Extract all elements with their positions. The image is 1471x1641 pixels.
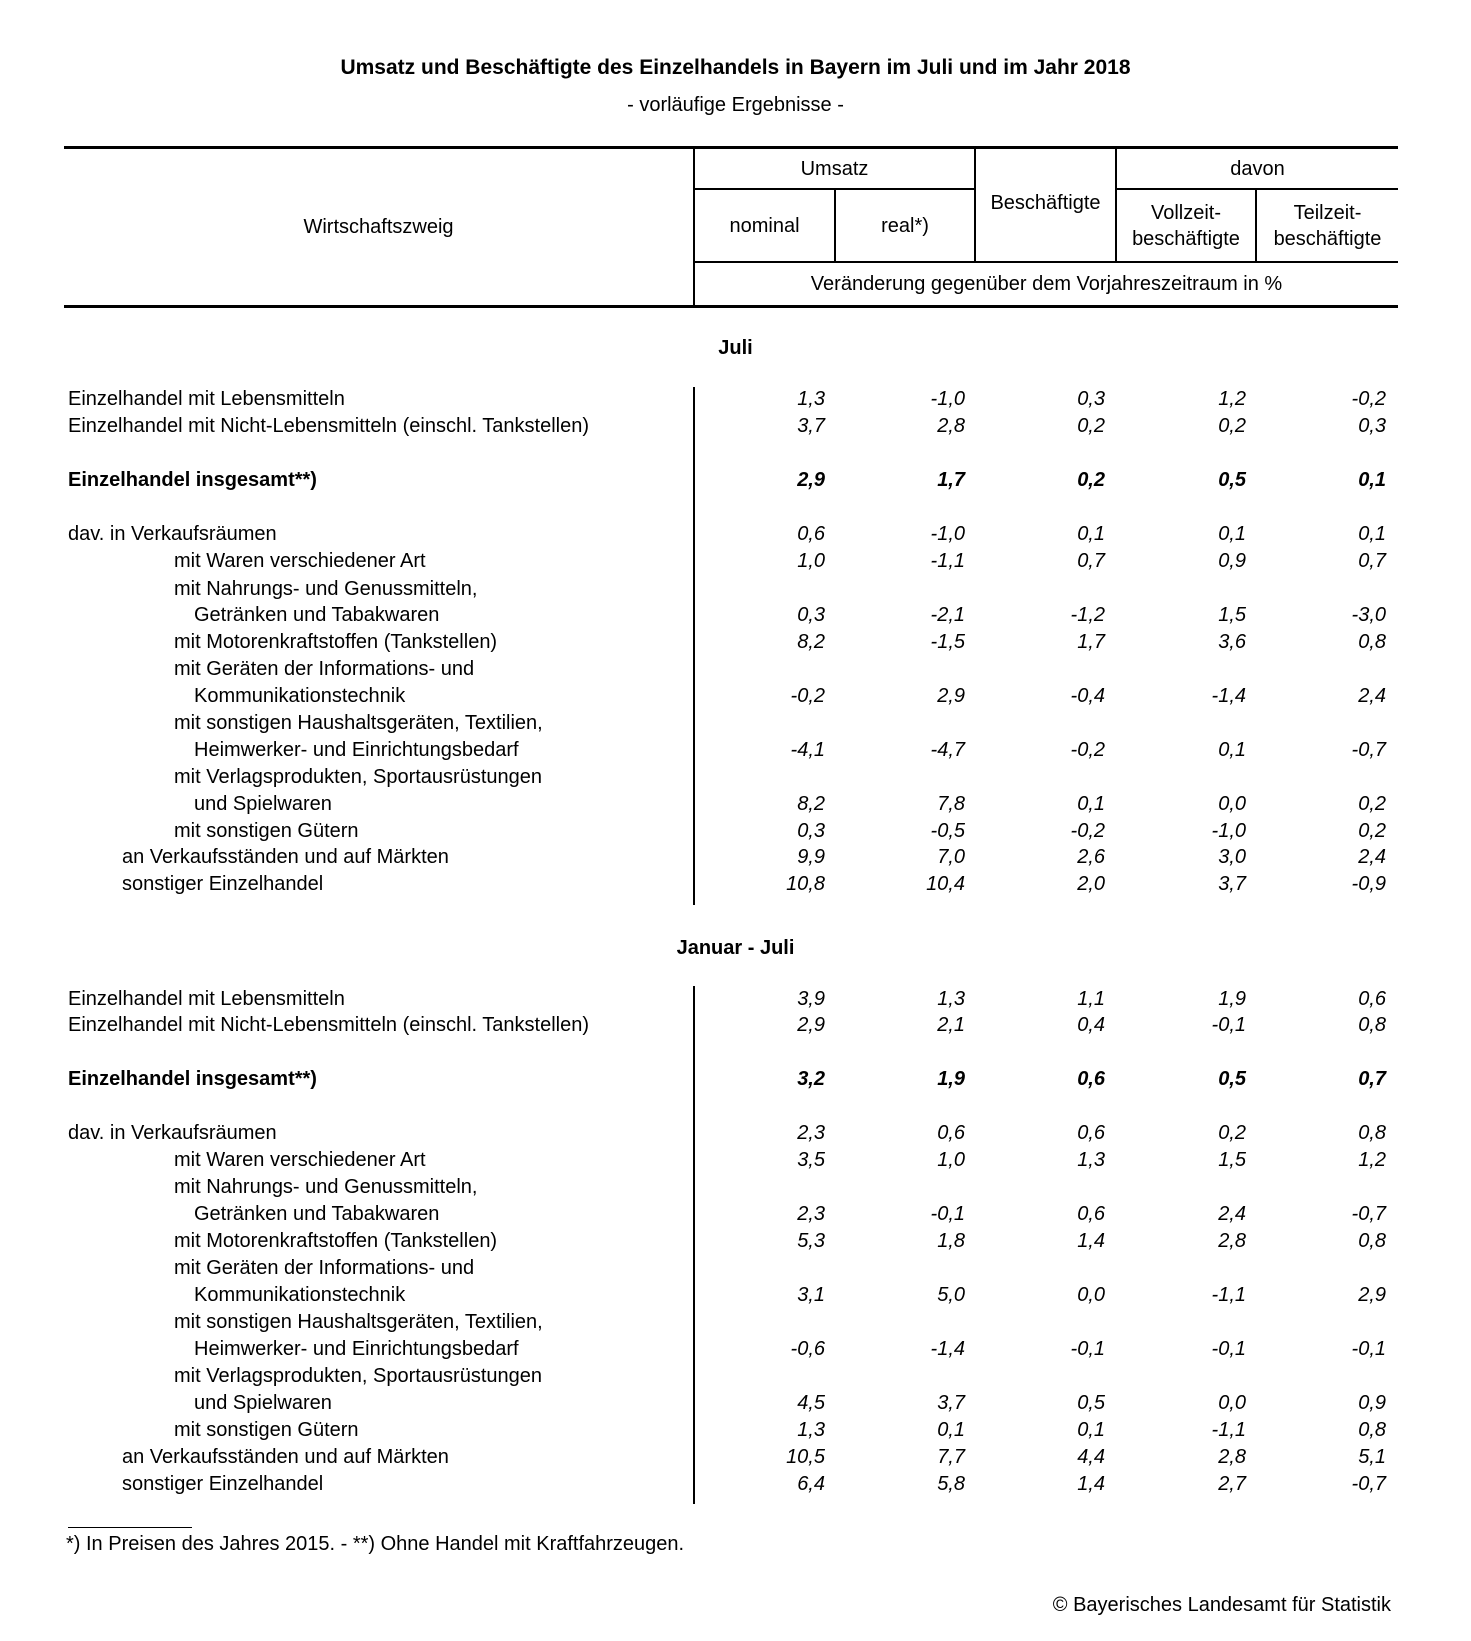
table-row	[0, 1311, 1471, 1338]
value-nominal: 3,2	[797, 1068, 825, 1090]
header-bottom-rule	[64, 305, 1398, 308]
section-title-januar-juli: Januar - Juli	[676, 937, 795, 959]
value-vollzeit: 1,5	[1218, 604, 1246, 626]
value-teilzeit: 0,3	[1358, 415, 1386, 437]
row-label: mit Waren verschiedener Art	[174, 1149, 426, 1171]
value-real: 0,1	[937, 1419, 965, 1441]
value-teilzeit: 0,7	[1358, 1068, 1386, 1090]
value-nominal: 10,5	[786, 1446, 825, 1468]
table-row	[0, 1068, 1471, 1095]
value-teilzeit: 0,1	[1358, 523, 1386, 545]
value-real: 2,9	[937, 685, 965, 707]
value-teilzeit: -0,2	[1351, 388, 1386, 410]
value-nominal: 3,1	[797, 1284, 825, 1306]
value-nominal: -0,6	[790, 1338, 825, 1360]
value-nominal: 2,3	[797, 1203, 825, 1225]
table-row	[0, 415, 1471, 442]
row-label: mit Verlagsprodukten, Sportausrüstungen	[174, 1365, 542, 1387]
section-title-juli: Juli	[718, 337, 753, 359]
header-real: real*)	[881, 214, 929, 237]
value-real: 7,0	[937, 846, 965, 868]
row-label: Einzelhandel mit Lebensmitteln	[68, 388, 345, 410]
row-label: Kommunikationstechnik	[194, 685, 406, 707]
value-beschaeftigte: 0,0	[1077, 1284, 1105, 1306]
table-row	[0, 658, 1471, 685]
value-vollzeit: 3,7	[1218, 873, 1246, 895]
value-real: -1,1	[930, 550, 965, 572]
value-real: 2,8	[937, 415, 965, 437]
value-nominal: 2,3	[797, 1122, 825, 1144]
table-row	[0, 1392, 1471, 1419]
row-label: mit sonstigen Haushaltsgeräten, Textilien,	[174, 1311, 543, 1333]
row-label: mit Geräten der Informations- und	[174, 658, 475, 680]
value-teilzeit: -0,1	[1351, 1338, 1386, 1360]
table-row	[0, 1176, 1471, 1203]
row-label: mit Waren verschiedener Art	[174, 550, 426, 572]
value-vollzeit: -0,1	[1211, 1014, 1246, 1036]
value-nominal: 2,9	[797, 1014, 825, 1036]
value-real: -0,5	[930, 820, 965, 842]
table-row	[0, 388, 1471, 415]
row-label: an Verkaufsständen und auf Märkten	[122, 1446, 449, 1468]
value-teilzeit: 2,4	[1358, 846, 1386, 868]
value-vollzeit: 0,2	[1218, 415, 1246, 437]
value-real: -0,1	[930, 1203, 965, 1225]
value-nominal: -0,2	[790, 685, 825, 707]
table-row	[0, 1203, 1471, 1230]
value-real: 5,0	[937, 1284, 965, 1306]
value-vollzeit: 0,5	[1218, 469, 1246, 491]
row-label: mit sonstigen Haushaltsgeräten, Textilien,	[174, 712, 543, 734]
value-beschaeftigte: 0,4	[1077, 1014, 1105, 1036]
value-nominal: 1,3	[797, 388, 825, 410]
value-real: 10,4	[926, 873, 965, 895]
value-teilzeit: 2,4	[1358, 685, 1386, 707]
row-label: Getränken und Tabakwaren	[194, 604, 440, 626]
value-beschaeftigte: -1,2	[1070, 604, 1105, 626]
header-beschaeftigte: Beschäftigte	[990, 192, 1101, 214]
value-nominal: 8,2	[797, 793, 825, 815]
value-beschaeftigte: 0,7	[1077, 550, 1105, 572]
value-nominal: 0,3	[797, 604, 825, 626]
table-row	[0, 1149, 1471, 1176]
value-vollzeit: 2,7	[1218, 1473, 1246, 1495]
value-vollzeit: 0,1	[1218, 523, 1246, 545]
table-row	[0, 1257, 1471, 1284]
value-real: 1,8	[937, 1230, 965, 1252]
header-vollzeitbeschaeftigte	[1117, 190, 1255, 261]
row-label: Einzelhandel mit Lebensmitteln	[68, 988, 345, 1010]
value-vollzeit: 1,9	[1218, 988, 1246, 1010]
value-beschaeftigte: 0,1	[1077, 523, 1105, 545]
value-beschaeftigte: 0,6	[1077, 1068, 1105, 1090]
header-veraenderung: Veränderung gegenüber dem Vorjahreszeitraum in %	[810, 273, 1283, 295]
value-teilzeit: 1,2	[1358, 1149, 1386, 1171]
value-nominal: 3,7	[797, 415, 825, 437]
table-row	[0, 578, 1471, 605]
value-teilzeit: 0,2	[1358, 793, 1386, 815]
value-vollzeit: -1,4	[1211, 685, 1246, 707]
table-row	[0, 685, 1471, 712]
value-nominal: 10,8	[786, 873, 825, 895]
value-beschaeftigte: 0,3	[1077, 388, 1105, 410]
value-real: 1,0	[937, 1149, 965, 1171]
value-nominal: 0,6	[797, 523, 825, 545]
table-row	[0, 1230, 1471, 1257]
row-label: sonstiger Einzelhandel	[122, 1473, 324, 1495]
row-label: Heimwerker- und Einrichtungsbedarf	[194, 1338, 519, 1360]
value-nominal: 1,3	[797, 1419, 825, 1441]
header-teilzeitbeschaeftigte	[1257, 190, 1398, 261]
value-vollzeit: 2,8	[1218, 1230, 1246, 1252]
value-teilzeit: 0,9	[1358, 1392, 1386, 1414]
value-beschaeftigte: 2,6	[1077, 846, 1105, 868]
row-label: und Spielwaren	[194, 793, 332, 815]
value-teilzeit: 0,6	[1358, 988, 1386, 1010]
value-teilzeit: 0,8	[1358, 1014, 1386, 1036]
header-umsatz: Umsatz	[800, 158, 869, 180]
table-row	[0, 873, 1471, 900]
table-row	[0, 1014, 1471, 1041]
header-vollzeit-line2: beschäftigte	[1132, 227, 1240, 250]
value-real: 7,7	[937, 1446, 965, 1468]
value-vollzeit: -1,1	[1211, 1419, 1246, 1441]
row-label: mit Motorenkraftstoffen (Tankstellen)	[174, 1230, 498, 1252]
value-teilzeit: 5,1	[1358, 1446, 1386, 1468]
value-nominal: 9,9	[797, 846, 825, 868]
value-nominal: 4,5	[797, 1392, 825, 1414]
value-real: 3,7	[937, 1392, 965, 1414]
value-real: -1,4	[930, 1338, 965, 1360]
value-vollzeit: -1,0	[1211, 820, 1246, 842]
row-label: mit Nahrungs- und Genussmitteln,	[174, 578, 478, 600]
value-vollzeit: 0,5	[1218, 1068, 1246, 1090]
row-label: an Verkaufsständen und auf Märkten	[122, 846, 449, 868]
table-row	[0, 1446, 1471, 1473]
value-vollzeit: 1,5	[1218, 1149, 1246, 1171]
row-label: dav. in Verkaufsräumen	[68, 1122, 277, 1144]
row-label: mit Nahrungs- und Genussmitteln,	[174, 1176, 478, 1198]
value-real: -2,1	[930, 604, 965, 626]
value-real: 5,8	[937, 1473, 965, 1495]
value-nominal: 0,3	[797, 820, 825, 842]
value-beschaeftigte: 0,6	[1077, 1203, 1105, 1225]
table-row	[0, 739, 1471, 766]
table-row	[0, 820, 1471, 847]
value-beschaeftigte: -0,4	[1070, 685, 1105, 707]
header-vollzeit-line1: Vollzeit-	[1150, 201, 1222, 224]
table-row	[0, 793, 1471, 820]
value-teilzeit: 0,8	[1358, 1122, 1386, 1144]
row-label: Heimwerker- und Einrichtungsbedarf	[194, 739, 519, 761]
row-label: Getränken und Tabakwaren	[194, 1203, 440, 1225]
header-nominal: nominal	[729, 214, 800, 237]
value-vollzeit: 2,4	[1218, 1203, 1246, 1225]
value-vollzeit: 0,2	[1218, 1122, 1246, 1144]
table-row	[0, 712, 1471, 739]
row-label: Einzelhandel mit Nicht-Lebensmitteln (einschl. Tankstellen)	[68, 1014, 589, 1036]
value-nominal: 2,9	[797, 469, 825, 491]
value-teilzeit: 0,8	[1358, 1419, 1386, 1441]
value-nominal: 3,9	[797, 988, 825, 1010]
value-nominal: 3,5	[797, 1149, 825, 1171]
value-vollzeit: 2,8	[1218, 1446, 1246, 1468]
row-label: mit Motorenkraftstoffen (Tankstellen)	[174, 631, 498, 653]
footnote-rule	[68, 1527, 192, 1528]
value-beschaeftigte: 1,7	[1077, 631, 1105, 653]
row-label: Kommunikationstechnik	[194, 1284, 406, 1306]
value-real: -1,5	[930, 631, 965, 653]
table-row	[0, 550, 1471, 577]
copyright: © Bayerisches Landesamt für Statistik	[1052, 1594, 1391, 1616]
value-teilzeit: -0,7	[1351, 1473, 1386, 1495]
value-teilzeit: -0,7	[1351, 1203, 1386, 1225]
value-real: 7,8	[937, 793, 965, 815]
table-row	[0, 604, 1471, 631]
header-teilzeit-line2: beschäftigte	[1273, 227, 1382, 250]
header-davon: davon	[1230, 158, 1285, 180]
row-label: dav. in Verkaufsräumen	[68, 523, 277, 545]
value-vollzeit: 0,0	[1218, 1392, 1246, 1414]
value-nominal: 1,0	[797, 550, 825, 572]
value-beschaeftigte: 0,1	[1077, 1419, 1105, 1441]
value-vollzeit: 0,0	[1218, 793, 1246, 815]
value-teilzeit: -0,9	[1351, 873, 1386, 895]
row-label: sonstiger Einzelhandel	[122, 873, 324, 895]
page-subtitle: - vorläufige Ergebnisse -	[627, 94, 844, 116]
value-vollzeit: 0,9	[1218, 550, 1246, 572]
value-beschaeftigte: -0,2	[1070, 820, 1105, 842]
value-teilzeit: -0,7	[1351, 739, 1386, 761]
header-wirtschaftszweig: Wirtschaftszweig	[303, 215, 454, 238]
table-row	[0, 1365, 1471, 1392]
table-row	[0, 523, 1471, 550]
value-teilzeit: 2,9	[1358, 1284, 1386, 1306]
value-beschaeftigte: 0,1	[1077, 793, 1105, 815]
row-label: mit sonstigen Gütern	[174, 1419, 359, 1441]
value-vollzeit: 3,6	[1218, 631, 1246, 653]
value-real: -1,0	[930, 523, 965, 545]
value-teilzeit: 0,2	[1358, 820, 1386, 842]
table-row	[0, 766, 1471, 793]
table-row	[0, 846, 1471, 873]
value-vollzeit: -0,1	[1211, 1338, 1246, 1360]
value-beschaeftigte: -0,1	[1070, 1338, 1105, 1360]
value-vollzeit: 3,0	[1218, 846, 1246, 868]
value-vollzeit: -1,1	[1211, 1284, 1246, 1306]
row-label: und Spielwaren	[194, 1392, 332, 1414]
row-label: mit Geräten der Informations- und	[174, 1257, 475, 1279]
footnote: *) In Preisen des Jahres 2015. - **) Ohne Handel mit Kraftfahrzeugen.	[66, 1533, 685, 1555]
row-label: Einzelhandel mit Nicht-Lebensmitteln (einschl. Tankstellen)	[68, 415, 589, 437]
value-beschaeftigte: 0,2	[1077, 469, 1105, 491]
value-beschaeftigte: 1,4	[1077, 1230, 1105, 1252]
row-label: Einzelhandel insgesamt**)	[68, 469, 317, 491]
value-beschaeftigte: 1,4	[1077, 1473, 1105, 1495]
value-real: 1,9	[937, 1068, 965, 1090]
value-teilzeit: 0,8	[1358, 1230, 1386, 1252]
value-teilzeit: 0,8	[1358, 631, 1386, 653]
table-row	[0, 631, 1471, 658]
table-row	[0, 1284, 1471, 1311]
value-beschaeftigte: 2,0	[1077, 873, 1105, 895]
value-real: -4,7	[930, 739, 965, 761]
header-teilzeit-line1: Teilzeit-	[1293, 201, 1362, 224]
table-row	[0, 1473, 1471, 1500]
value-beschaeftigte: 0,6	[1077, 1122, 1105, 1144]
table-row	[0, 469, 1471, 496]
table-row	[0, 1419, 1471, 1446]
value-real: -1,0	[930, 388, 965, 410]
value-teilzeit: -3,0	[1351, 604, 1386, 626]
value-beschaeftigte: -0,2	[1070, 739, 1105, 761]
row-label: mit Verlagsprodukten, Sportausrüstungen	[174, 766, 542, 788]
value-teilzeit: 0,7	[1358, 550, 1386, 572]
value-beschaeftigte: 1,3	[1077, 1149, 1105, 1171]
table-row	[0, 1338, 1471, 1365]
value-beschaeftigte: 4,4	[1077, 1446, 1105, 1468]
value-real: 0,6	[937, 1122, 965, 1144]
value-nominal: -4,1	[790, 739, 825, 761]
page-title: Umsatz und Beschäftigte des Einzelhandels in Bayern im Juli und im Jahr 2018	[340, 56, 1131, 79]
value-teilzeit: 0,1	[1358, 469, 1386, 491]
value-beschaeftigte: 1,1	[1077, 988, 1105, 1010]
value-real: 1,3	[937, 988, 965, 1010]
value-nominal: 5,3	[797, 1230, 825, 1252]
value-beschaeftigte: 0,2	[1077, 415, 1105, 437]
value-beschaeftigte: 0,5	[1077, 1392, 1105, 1414]
table-row	[0, 1122, 1471, 1149]
row-label: Einzelhandel insgesamt**)	[68, 1068, 317, 1090]
value-vollzeit: 1,2	[1218, 388, 1246, 410]
table-row	[0, 988, 1471, 1015]
value-nominal: 6,4	[797, 1473, 825, 1495]
value-real: 2,1	[937, 1014, 965, 1036]
value-real: 1,7	[937, 469, 965, 491]
value-vollzeit: 0,1	[1218, 739, 1246, 761]
row-label: mit sonstigen Gütern	[174, 820, 359, 842]
value-nominal: 8,2	[797, 631, 825, 653]
